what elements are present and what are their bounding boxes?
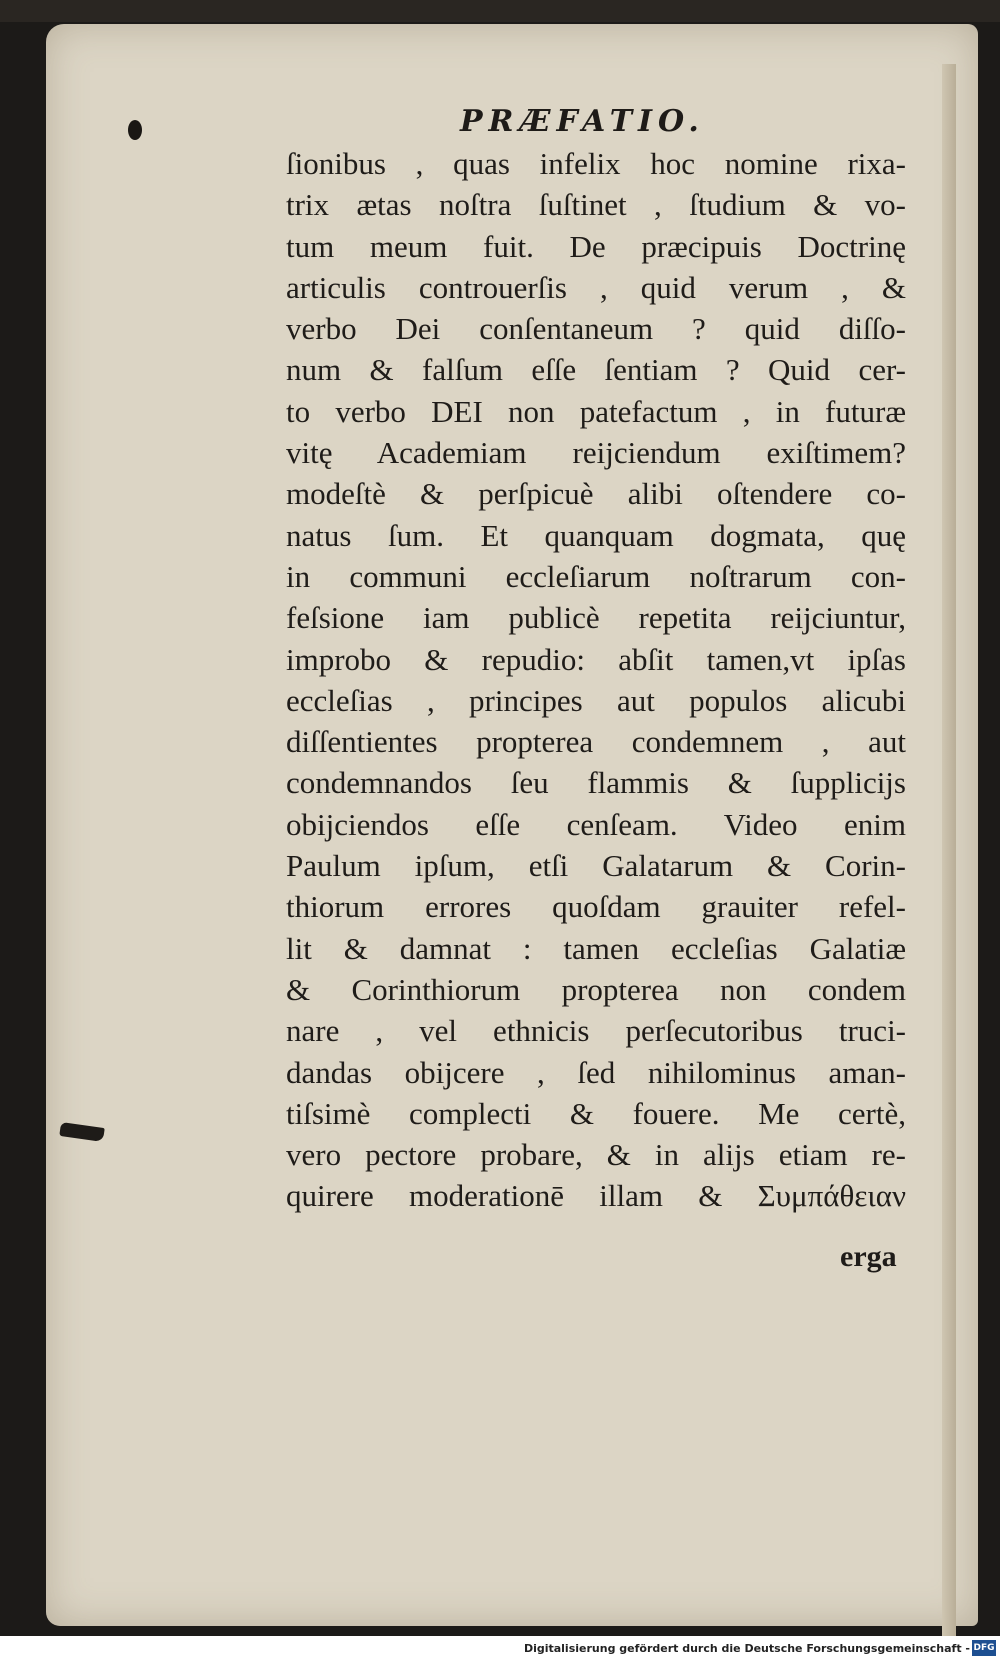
text-line: nare , vel ethnicis perſecutoribus truci- <box>286 1013 906 1049</box>
text-line: tiſsimè complecti & fouere. Me certè, <box>286 1095 906 1131</box>
text-line: Paulum ipſum, etſi Galatarum & Corin- <box>286 848 906 884</box>
page-fore-edge <box>942 64 956 1644</box>
scanner-top-strip <box>0 0 1000 22</box>
text-line: trix ætas noſtra ſuſtinet , ſtudium & vo- <box>286 187 906 223</box>
running-header: PRÆFATIO. <box>460 104 705 139</box>
text-line: articulis controuerſis , quid verum , & <box>286 269 906 305</box>
digitization-credit: Digitalisierung gefördert durch die Deutsche Forschungsgemeinschaft - <box>523 1642 970 1655</box>
text-line: to verbo DEI non patefactum , in futuræ <box>286 393 906 429</box>
text-line: dandas obijcere , ſed nihilominus aman- <box>286 1054 906 1090</box>
text-line: tum meum fuit. De præcipuis Doctrinę <box>286 228 906 264</box>
text-line: num & falſum eſſe ſentiam ? Quid cer- <box>286 352 906 388</box>
text-line: lit & damnat : tamen eccleſias Galatiæ <box>286 930 906 966</box>
text-line: in communi eccleſiarum noſtrarum con- <box>286 558 906 594</box>
text-line: thiorum errores quoſdam grauiter refel- <box>286 889 906 925</box>
text-line: improbo & repudio: abſit tamen,vt ipſas <box>286 641 906 677</box>
text-line: natus ſum. Et quanquam dogmata, quę <box>286 517 906 553</box>
text-line: obijciendos eſſe cenſeam. Video enim <box>286 806 906 842</box>
text-line: vero pectore probare, & in alijs etiam re- <box>286 1137 906 1173</box>
text-line: verbo Dei conſentaneum ? quid diſſo- <box>286 311 906 347</box>
text-line: & Corinthiorum propterea non condem <box>286 971 906 1007</box>
text-line: eccleſias , principes aut populos alicubi <box>286 682 906 718</box>
text-line: ſionibus , quas infelix hoc nomine rixa- <box>286 146 906 181</box>
text-line: condemnandos ſeu flammis & ſupplicijs <box>286 765 906 801</box>
binding-hole <box>128 120 142 140</box>
text-line: diſſentientes propterea condemnem , aut <box>286 724 906 760</box>
catchword: erga <box>840 1240 897 1273</box>
body-text <box>286 143 906 1217</box>
text-line: feſsione iam publicè repetita reijciuntur, <box>286 600 906 636</box>
dfg-logo: DFG <box>972 1640 996 1656</box>
text-line: modeſtè & perſpicuè alibi oſtendere co- <box>286 476 906 512</box>
text-line: quirere moderationē illam & Συμπάθειαν <box>286 1178 906 1214</box>
text-line: vitę Academiam reijciendum exiſtimem? <box>286 435 906 471</box>
